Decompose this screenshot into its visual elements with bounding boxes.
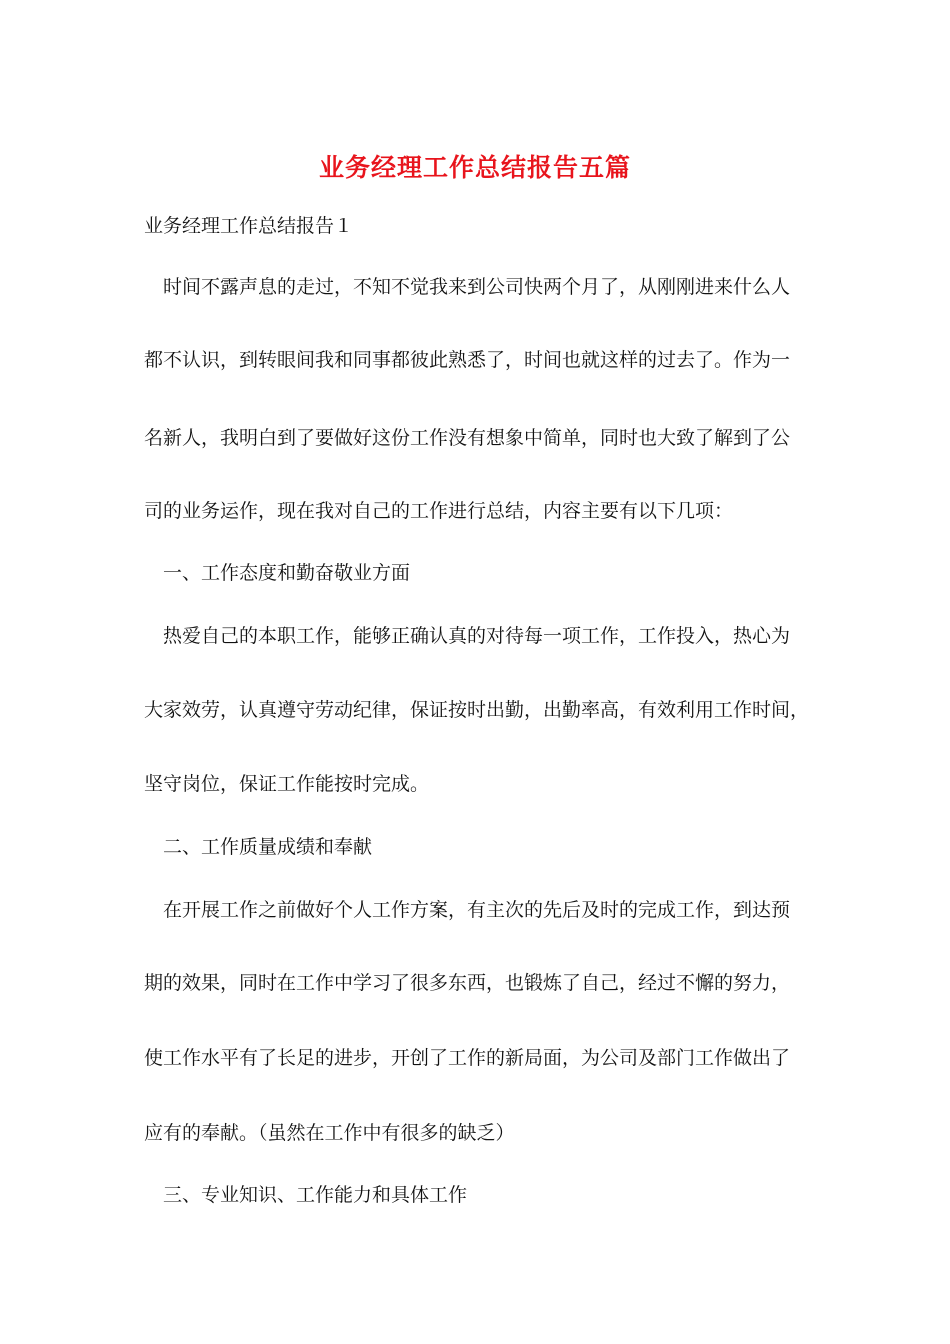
paragraph-line: 名新人，我明白到了要做好这份工作没有想象中简单，同时也大致了解到了公 — [144, 427, 791, 449]
paragraph-line: 在开展工作之前做好个人工作方案，有主次的先后及时的完成工作，到达预 — [163, 899, 791, 921]
paragraph-line: 大家效劳，认真遵守劳动纪律，保证按时出勤，出勤率高，有效利用工作时间， — [144, 699, 810, 721]
report-subtitle: 业务经理工作总结报告１ — [144, 215, 354, 237]
paragraph-line: 热爱自己的本职工作，能够正确认真的对待每一项工作，工作投入，热心为 — [163, 625, 791, 647]
section-heading: 二、工作质量成绩和奉献 — [163, 836, 373, 858]
document-title: 业务经理工作总结报告五篇 — [318, 153, 631, 182]
paragraph-line: 都不认识，到转眼间我和同事都彼此熟悉了，时间也就这样的过去了。作为一 — [144, 349, 791, 371]
paragraph-line: 使工作水平有了长足的进步，开创了工作的新局面，为公司及部门工作做出了 — [144, 1047, 791, 1069]
paragraph-line: 司的业务运作，现在我对自己的工作进行总结，内容主要有以下几项： — [144, 500, 734, 522]
paragraph-line: 应有的奉献。（虽然在工作中有很多的缺乏） — [144, 1122, 515, 1144]
paragraph-line: 坚守岗位，保证工作能按时完成。 — [144, 773, 430, 795]
section-heading: 一、工作态度和勤奋敬业方面 — [163, 562, 411, 584]
section-heading: 三、专业知识、工作能力和具体工作 — [163, 1184, 468, 1206]
paragraph-line: 时间不露声息的走过，不知不觉我来到公司快两个月了，从刚刚进来什么人 — [163, 276, 791, 298]
paragraph-line: 期的效果，同时在工作中学习了很多东西，也锻炼了自己，经过不懈的努力， — [144, 972, 791, 994]
